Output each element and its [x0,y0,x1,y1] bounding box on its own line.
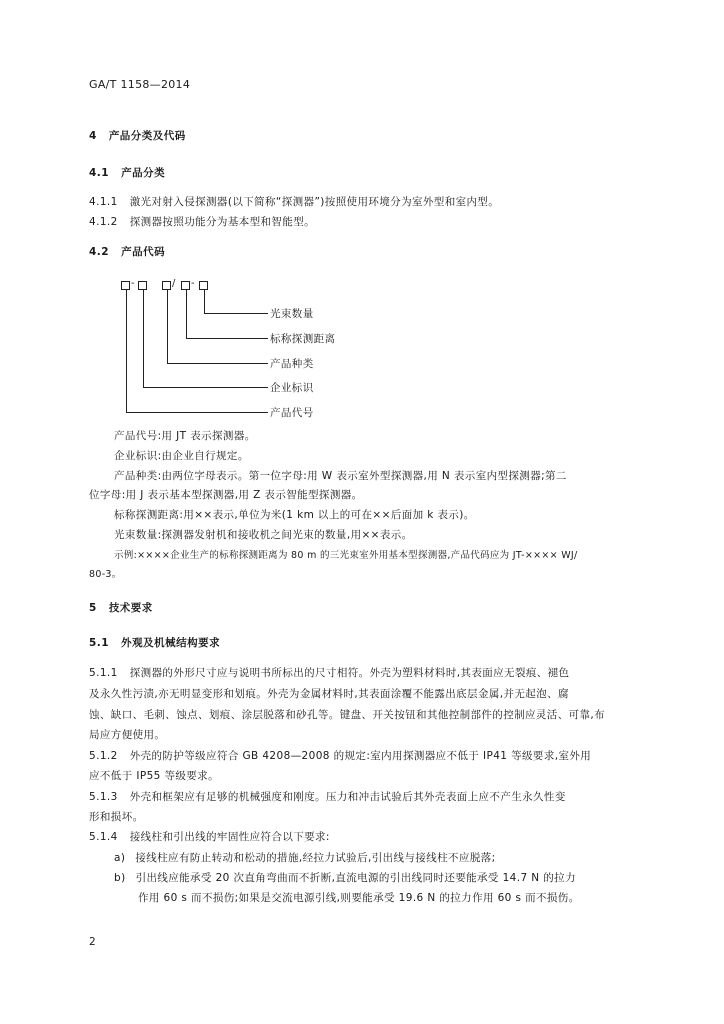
clause-5-1-2-line: 应不低于 IP55 等级要求。 [89,770,219,782]
clause-5-1-2 [89,748,591,763]
section-title: 产品分类 [121,167,166,179]
clause-number: 5.1.4 [89,831,118,843]
section-number: 4.2 [89,246,110,258]
section-4-heading [89,128,186,143]
page-number: 2 [89,936,96,948]
clause-text: 接线柱和引出线的牢固性应符合以下要求: [129,831,330,843]
section-number: 5 [89,602,97,614]
list-marker: a) [114,852,126,864]
section-4-1-heading [89,165,165,180]
example-note-cont: 80-3。 [89,569,122,580]
clause-5-1-1-line: 蚀、缺口、毛刺、蚀点、划痕、涂层脱落和砂孔等。键盘、开关按钮和其他控制部件的控制应灵活、可靠,布 [89,709,606,721]
section-title: 产品代码 [121,246,166,258]
clause-text: 探测器按照功能分为基本型和智能型。 [129,216,316,228]
list-item-text: 接线柱应有防止转动和松动的措施,经拉力试验后,引出线与接线柱不应脱落; [135,852,496,864]
leader-line [126,290,127,413]
code-box-product [121,281,130,290]
definition-product-type: 产品种类:由两位字母表示。第一位字母:用 W 表示室外型探测器,用 N 表示室内型探测器;第二 [114,470,567,482]
section-number: 4 [89,130,97,142]
leader-line [186,290,187,339]
code-box-type [162,281,171,290]
section-number: 5.1 [89,637,110,649]
list-item-a [114,850,496,865]
clause-5-1-1-line: 及永久性污渍,亦无明显变形和划痕。外壳为金属材料时,其表面涂覆不能露出底层金属,并无起泡、腐 [89,688,569,700]
code-label-product-type: 产品种类 [270,358,314,370]
leader-line [204,290,205,314]
list-item-b-cont: 作用 60 s 而不损伤;如果是交流电源引线,则要能承受 19.6 N 的拉力作用 60 s 而不损伤。 [138,892,580,904]
clause-text: 外壳和框架应有足够的机械强度和刚度。压力和冲击试验后其外壳表面上应不产生永久性变 [129,791,566,803]
code-label-enterprise-id: 企业标识 [270,382,314,394]
section-title: 产品分类及代码 [108,130,186,142]
list-item-b [114,870,576,885]
leader-line [167,290,168,364]
definition-enterprise-id: 企业标识:由企业自行规定。 [114,450,249,462]
definition-beam-count: 光束数量:探测器发射机和接收机之间光束的数量,用××表示。 [114,529,413,541]
section-4-2-heading [89,244,165,259]
clause-number: 5.1.3 [89,791,118,803]
section-5-heading [89,600,153,615]
code-box-beams [199,281,208,290]
leader-line [186,338,268,339]
list-item-text: 引出线应能承受 20 次直角弯曲而不折断,直流电源的引出线同时还要能承受 14.7 N 的拉力 [135,872,576,884]
code-dash: - [191,278,195,289]
leader-line [126,412,268,413]
standard-number: GA/T 1158—2014 [89,78,191,91]
clause-number: 5.1.1 [89,667,118,679]
clause-text: 探测器的外形尺寸应与说明书所标出的尺寸相符。外壳为塑料材料时,其表面应无裂痕、褪色 [129,667,570,679]
section-number: 4.1 [89,167,110,179]
code-label-product-code: 产品代号 [270,407,314,419]
definition-product-code: 产品代号:用 JT 表示探测器。 [114,430,256,442]
clause-5-1-3-line: 形和损坏。 [89,811,144,823]
clause-5-1-1-line: 局应方便使用。 [89,729,166,741]
clause-number: 4.1.2 [89,216,118,228]
code-label-beam-count: 光束数量 [270,308,314,320]
section-title: 外观及机械结构要求 [121,637,221,649]
leader-line [143,387,268,388]
section-title: 技术要求 [108,602,153,614]
clause-5-1-4 [89,829,330,844]
clause-text: 外壳的防护等级应符合 GB 4208—2008 的规定:室内用探测器应不低于 IP41 等级要求,室外用 [129,750,592,762]
leader-line [204,313,268,314]
clause-5-1-3 [89,789,566,804]
clause-5-1-1 [89,665,569,680]
code-box-distance [181,281,190,290]
clause-4-1-2 [89,214,315,229]
clause-4-1-1 [89,194,499,209]
leader-line [167,363,268,364]
code-box-enterprise [138,281,147,290]
code-label-nominal-distance: 标称探测距离 [270,333,336,345]
list-marker: b) [114,872,126,884]
clause-text: 激光对射入侵探测器(以下简称“探测器”)按照使用环境分为室外型和室内型。 [129,196,500,208]
definition-product-type-cont: 位字母:用 J 表示基本型探测器,用 Z 表示智能型探测器。 [89,489,363,501]
example-note: 示例:××××企业生产的标称探测距离为 80 m 的三光束室外用基本型探测器,产品代码应为 JT-×××× WJ/ [114,550,578,561]
definition-nominal-distance: 标称探测距离:用××表示,单位为米(1 km 以上的可在××后面加 k 表示)。 [114,509,475,521]
clause-number: 5.1.2 [89,750,118,762]
section-5-1-heading [89,635,220,650]
code-slash: / [172,278,176,289]
clause-number: 4.1.1 [89,196,118,208]
leader-line [143,290,144,388]
code-dash: - [131,278,135,289]
